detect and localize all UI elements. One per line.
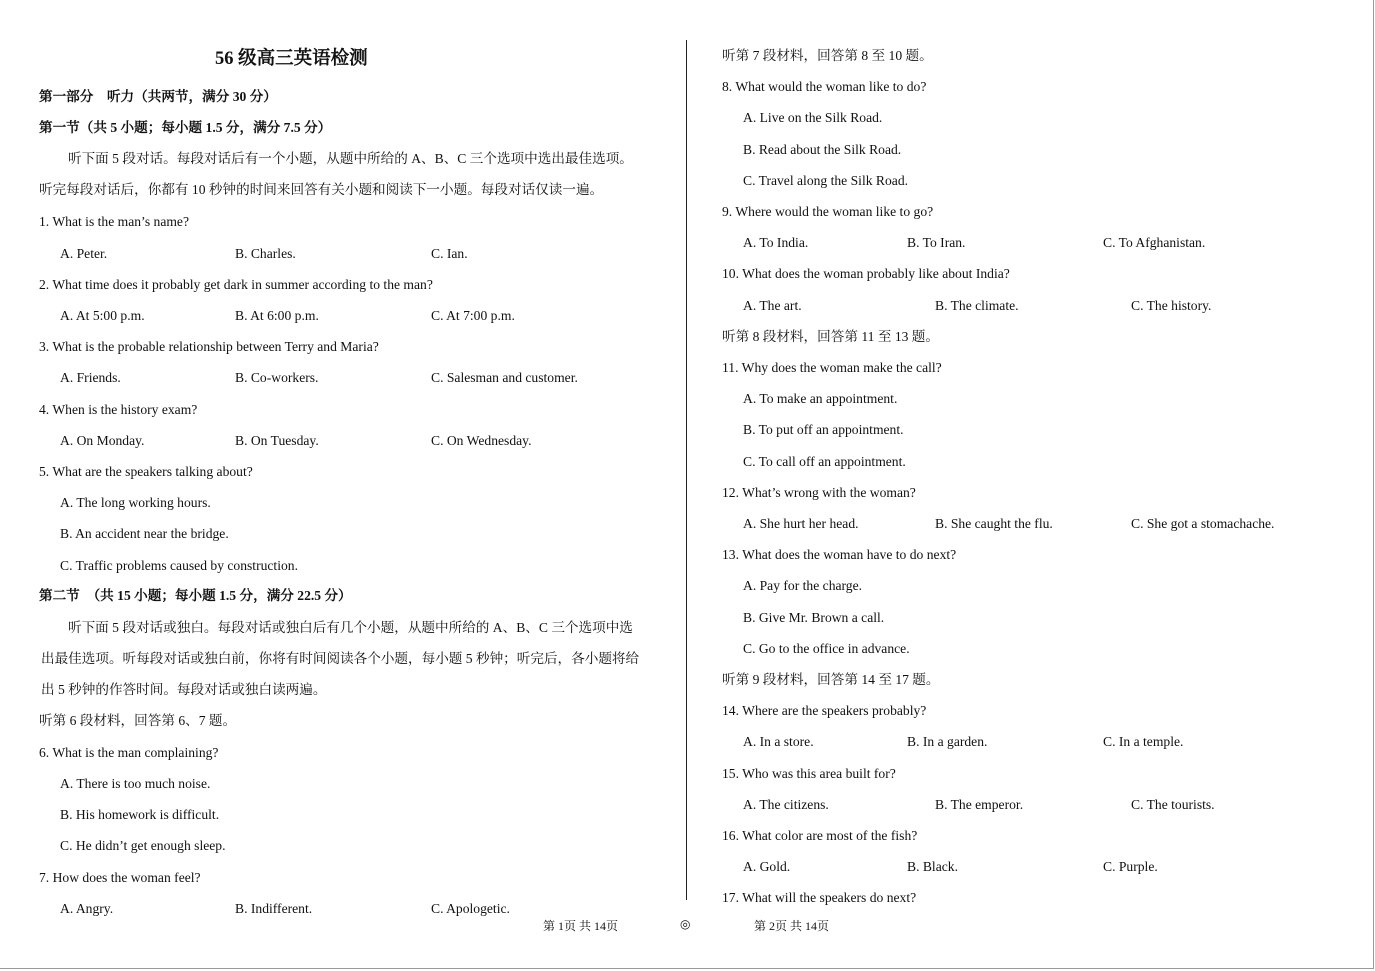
option-b: B. She caught the flu. [935,516,1053,531]
question-stem: 6. What is the man complaining? [39,745,219,760]
option-c: C. Salesman and customer. [431,370,578,385]
question-stem: 4. When is the history exam? [39,402,198,417]
question-stem: 11. Why does the woman make the call? [722,360,942,375]
option-c: C. Ian. [431,246,468,261]
section2-instruction-line: 出最佳选项。听每段对话或独白前，你将有时间阅读各个小题，每小题 5 秒钟；听完后，各小题将给 [41,651,640,666]
material-heading: 听第 8 段材料，回答第 11 至 13 题。 [722,329,939,344]
question-stem: 16. What color are most of the fish? [722,828,918,843]
option-b: B. Read about the Silk Road. [743,142,902,157]
option-a: A. The long working hours. [60,495,211,510]
material-heading: 听第 9 段材料，回答第 14 至 17 题。 [722,672,940,687]
option-c: C. Apologetic. [431,901,510,916]
option-c: C. She got a stomachache. [1131,516,1275,531]
question-stem: 14. Where are the speakers probably? [722,703,927,718]
option-a: A. In a store. [743,734,814,749]
question-stem: 13. What does the woman have to do next? [722,547,957,562]
option-c: C. Travel along the Silk Road. [743,173,909,188]
question-stem: 8. What would the woman like to do? [722,79,927,94]
question-stem: 7. How does the woman feel? [39,870,201,885]
part1-heading: 第一部分 听力（共两节，满分 30 分） [39,89,277,104]
option-a: A. She hurt her head. [743,516,859,531]
option-c: C. Go to the office in advance. [743,641,910,656]
option-b: B. To Iran. [907,235,966,250]
option-b: B. Black. [907,859,958,874]
question-stem: 15. Who was this area built for? [722,766,896,781]
option-b: B. Charles. [235,246,296,261]
option-b: B. His homework is difficult. [60,807,220,822]
option-c: C. The history. [1131,298,1212,313]
question-stem: 12. What’s wrong with the woman? [722,485,916,500]
option-a: A. At 5:00 p.m. [60,308,145,323]
exam-title: 56 级高三英语检测 [215,49,368,69]
option-a: A. To make an appointment. [743,391,898,406]
binding-mark-icon: ◎ [680,917,691,931]
section1-instruction-line: 听完每段对话后，你都有 10 秒钟的时间来回答有关小题和阅读下一小题。每段对话仅读一遍。 [39,182,604,197]
option-a: A. Gold. [743,859,791,874]
question-stem: 10. What does the woman probably like about India? [722,266,1010,281]
option-c: C. To Afghanistan. [1103,235,1206,250]
option-a: A. Friends. [60,370,121,385]
option-b: B. Indifferent. [235,901,313,916]
option-a: A. There is too much noise. [60,776,211,791]
page-number-right: 第 2页 共 14页 [754,919,830,933]
option-b: B. Give Mr. Brown a call. [743,610,885,625]
option-a: A. To India. [743,235,809,250]
question-stem: 3. What is the probable relationship between Terry and Maria? [39,339,379,354]
option-c: C. The tourists. [1131,797,1215,812]
question-stem: 1. What is the man’s name? [39,214,189,229]
question-stem: 17. What will the speakers do next? [722,890,917,905]
option-a: A. Peter. [60,246,108,261]
option-c: C. To call off an appointment. [743,454,906,469]
option-b: B. In a garden. [907,734,988,749]
page-number-left: 第 1页 共 14页 [543,919,619,933]
option-c: C. Purple. [1103,859,1158,874]
column-divider [686,40,687,900]
option-c: C. He didn’t get enough sleep. [60,838,226,853]
option-b: B. The emperor. [935,797,1024,812]
section2-heading: 第二节 （共 15 小题；每小题 1.5 分，满分 22.5 分） [39,588,352,603]
option-a: A. On Monday. [60,433,145,448]
option-b: B. An accident near the bridge. [60,526,229,541]
option-a: A. The citizens. [743,797,829,812]
section1-instruction-line: 听下面 5 段对话。每段对话后有一个小题，从题中所给的 A、B、C 三个选项中选出最佳选项。 [68,151,633,166]
option-a: A. Live on the Silk Road. [743,110,883,125]
option-b: B. To put off an appointment. [743,422,904,437]
option-a: A. Angry. [60,901,114,916]
option-c: C. At 7:00 p.m. [431,308,515,323]
option-c: C. Traffic problems caused by construction. [60,558,298,573]
section2-instruction-line: 出 5 秒钟的作答时间。每段对话或独白读两遍。 [41,682,327,697]
option-b: B. On Tuesday. [235,433,319,448]
section1-heading: 第一节（共 5 小题；每小题 1.5 分，满分 7.5 分） [39,120,332,135]
option-c: C. On Wednesday. [431,433,532,448]
option-a: A. The art. [743,298,802,313]
option-c: C. In a temple. [1103,734,1184,749]
question-stem: 2. What time does it probably get dark in summer according to the man? [39,277,433,292]
question-stem: 5. What are the speakers talking about? [39,464,253,479]
material-heading: 听第 6 段材料，回答第 6、7 题。 [39,713,237,728]
material-heading: 听第 7 段材料，回答第 8 至 10 题。 [722,48,933,63]
option-b: B. Co-workers. [235,370,319,385]
question-stem: 9. Where would the woman like to go? [722,204,934,219]
option-b: B. At 6:00 p.m. [235,308,319,323]
option-b: B. The climate. [935,298,1019,313]
section2-instruction-line: 听下面 5 段对话或独白。每段对话或独白后有几个小题，从题中所给的 A、B、C 三个选项中选 [68,620,633,635]
option-a: A. Pay for the charge. [743,578,863,593]
